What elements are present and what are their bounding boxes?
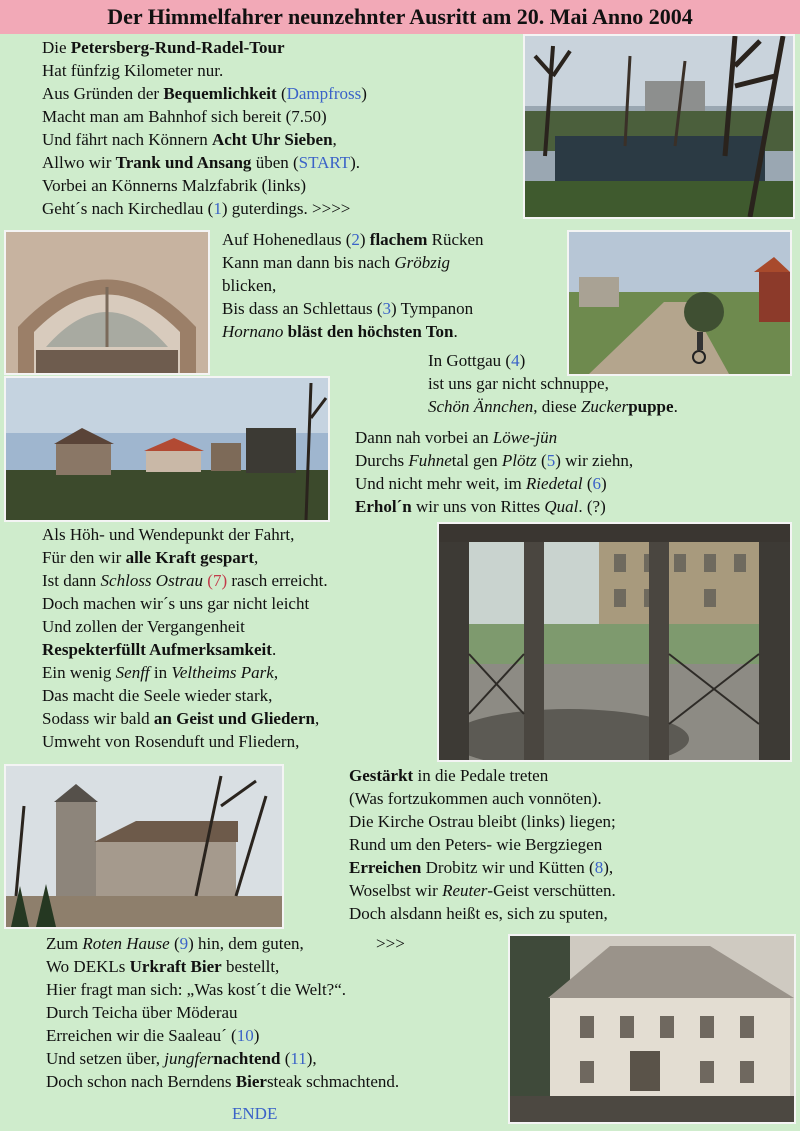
verse-text: Schloss Ostrau [100, 571, 204, 590]
verse-text: Gestärkt [349, 766, 414, 785]
verse-text: flachem [369, 230, 428, 249]
verse-text: Bier [235, 1072, 267, 1091]
end-link[interactable]: ENDE [232, 1104, 278, 1123]
verse-text: . (?) [578, 497, 606, 516]
verse-line [42, 569, 328, 592]
photo-farm-image [6, 378, 328, 520]
stage-link[interactable]: 2 [351, 230, 360, 249]
verse-text: , [253, 548, 259, 567]
verse-text: ) [359, 230, 370, 249]
verse-text: Zucker [580, 397, 629, 416]
verse-line [42, 592, 328, 615]
verse-line [46, 1024, 405, 1047]
verse-text: Urkraft Bier [129, 957, 222, 976]
photo-tympanon [4, 230, 210, 375]
verse-text: Hier fragt man sich: „Was kost´t die Welt?“. [46, 980, 347, 999]
stage-link[interactable]: (7) [207, 571, 228, 590]
verse-text: Doch schon nach Berndens [46, 1072, 236, 1091]
verse-text: steak schmachtend. [266, 1072, 400, 1091]
verse-text: ( [582, 474, 593, 493]
verse-text: ) [601, 474, 607, 493]
verse-line [42, 684, 328, 707]
verse-line [349, 902, 616, 925]
verse-text: Reuter [442, 881, 488, 900]
verse-text: üben ( [251, 153, 299, 172]
verse-text: ( [276, 84, 287, 103]
verse-text: ) [253, 1026, 260, 1045]
verse-line [42, 59, 367, 82]
verse-text: Dann nah vorbei an [355, 428, 493, 447]
verse-block [42, 523, 328, 753]
verse-text: Löwe-jün [492, 428, 558, 447]
stage-link[interactable]: 5 [546, 451, 556, 470]
verse-text: ) [361, 84, 367, 103]
verse-text: ( [169, 934, 180, 953]
verse-line [42, 174, 367, 197]
verse-text: Wo DEKLs [46, 957, 130, 976]
verse-text: Macht man am Bahnhof sich bereit (7.50) [42, 107, 327, 126]
verse-line [42, 105, 367, 128]
verse-line [42, 615, 328, 638]
verse-text: Erreichen wir die Saaleau´ ( [46, 1026, 237, 1045]
verse-text: , [273, 663, 279, 682]
verse-line [42, 546, 328, 569]
verse-line [355, 495, 633, 518]
verse-text: Das macht die Seele wieder stark, [42, 686, 273, 705]
page-title: Der Himmelfahrer neunzehnter Ausritt am 20. Mai Anno 2004 [0, 0, 800, 34]
verse-text: In Gottgau ( [428, 351, 512, 370]
verse-text: tal gen [451, 451, 502, 470]
verse-text: -Geist verschütten. [487, 881, 616, 900]
verse-text: ( [280, 1049, 291, 1068]
verse-line [46, 932, 405, 955]
verse-line [46, 1047, 405, 1070]
stage-link[interactable]: 10 [236, 1026, 254, 1045]
verse-text: ) Tympanon [391, 299, 474, 318]
verse-line [46, 1070, 405, 1093]
verse-text: in [149, 663, 172, 682]
verse-text: Riedetal [525, 474, 583, 493]
verse-text: jungfer [164, 1049, 214, 1068]
verse-line [42, 707, 328, 730]
verse-text: nachtend [213, 1049, 281, 1068]
verse-text: Die Kirche Ostrau bleibt (links) liegen; [349, 812, 616, 831]
verse-line [42, 638, 328, 661]
verse-text: puppe [628, 397, 674, 416]
verse-line [42, 128, 367, 151]
verse-text: ), [306, 1049, 317, 1068]
verse-text: , [332, 130, 337, 149]
verse-text: Trank und Ansang [115, 153, 252, 172]
verse-text: bläst den höchsten Ton [287, 322, 454, 341]
verse-line [349, 856, 616, 879]
verse-text: Veltheims Park [171, 663, 274, 682]
stage-link[interactable]: 1 [213, 199, 222, 218]
verse-text: Roten Hause [82, 934, 170, 953]
verse-text: Sodass wir bald [42, 709, 154, 728]
photo-pond-image [525, 36, 793, 217]
photo-village-road [567, 230, 792, 376]
verse-line [349, 764, 616, 787]
verse-text: Als Höh- und Wendepunkt der Fahrt, [42, 525, 295, 544]
verse-block [222, 228, 484, 343]
verse-text: Und zollen der Vergangenheit [42, 617, 245, 636]
verse-text: alle Kraft gespart [125, 548, 254, 567]
stage-link[interactable]: 8 [594, 858, 604, 877]
verse-line [46, 978, 405, 1001]
verse-line [46, 1001, 405, 1024]
verse-text: Die [42, 38, 71, 57]
verse-text: bestellt, [221, 957, 280, 976]
verse-text: . [271, 640, 277, 659]
verse-text: ) guterdings. >>>> [221, 199, 351, 218]
verse-text: Doch alsdann heißt es, sich zu sputen, [349, 904, 608, 923]
verse-text: Hat fünfzig Kilometer nur. [42, 61, 224, 80]
verse-line [349, 810, 616, 833]
stage-link[interactable]: Dampfross [286, 84, 362, 103]
verse-text: Rücken [427, 230, 484, 249]
verse-text: Schön Ännchen [428, 397, 534, 416]
verse-text: Fuhne [408, 451, 452, 470]
verse-line [42, 82, 367, 105]
verse-text: Geht´s nach Kirchedlau ( [42, 199, 214, 218]
verse-line [42, 661, 328, 684]
verse-text: Und setzen über, [46, 1049, 165, 1068]
verse-line [42, 523, 328, 546]
verse-text: in die Pedale treten [413, 766, 549, 785]
verse-line [355, 472, 633, 495]
verse-text: an Geist und Gliedern [153, 709, 315, 728]
photo-church-image [6, 766, 282, 927]
verse-text: Ist dann [42, 571, 101, 590]
photo-pavilion-castle-image [439, 524, 790, 760]
verse-block [42, 36, 367, 220]
verse-block [46, 932, 405, 1093]
verse-text: Respekterfüllt Aufmerksamkeit [42, 640, 272, 659]
stage-link[interactable]: 4 [511, 351, 520, 370]
verse-line [355, 449, 633, 472]
verse-line [349, 833, 616, 856]
verse-text: Umweht von Rosenduft und Fliedern, [42, 732, 300, 751]
verse-text: ). [350, 153, 361, 172]
verse-line [222, 320, 484, 343]
photo-village-road-image [569, 232, 790, 374]
verse-block [349, 764, 616, 925]
verse-line [222, 297, 484, 320]
verse-text: Doch machen wir´s uns gar nicht leicht [42, 594, 310, 613]
verse-line [428, 395, 678, 418]
verse-text: Drobitz wir und Kütten ( [421, 858, 595, 877]
verse-text: Acht Uhr Sieben [211, 130, 333, 149]
verse-text: , [314, 709, 320, 728]
verse-text: Erhol´n [355, 497, 412, 516]
verse-line [355, 426, 633, 449]
verse-text: Zum [46, 934, 83, 953]
verse-text: ) wir ziehn, [555, 451, 634, 470]
verse-text: wir uns von Rittes [411, 497, 545, 516]
photo-tympanon-image [6, 232, 208, 373]
verse-text: Bequemlichkeit [163, 84, 277, 103]
verse-line [42, 36, 367, 59]
stage-link[interactable]: 9 [179, 934, 189, 953]
verse-text: Erreichen [349, 858, 422, 877]
verse-text: ) [519, 351, 526, 370]
photo-guesthouse-postcard-image [510, 936, 794, 1122]
stage-link[interactable]: 11 [290, 1049, 307, 1068]
stage-link[interactable]: START [298, 153, 351, 172]
verse-text: Petersberg-Rund-Radel-Tour [70, 38, 285, 57]
verse-text: Plötz [501, 451, 537, 470]
verse-text: Ein wenig [42, 663, 116, 682]
verse-text: Kann man dann bis nach [222, 253, 395, 272]
verse-line [42, 151, 367, 174]
photo-pavilion-castle [437, 522, 792, 762]
verse-text: rasch erreicht. [227, 571, 328, 590]
verse-text: Bis dass an Schlettaus ( [222, 299, 383, 318]
verse-text: Durchs [355, 451, 409, 470]
verse-text: Und fährt nach Könnern [42, 130, 212, 149]
verse-text: Allwo wir [42, 153, 116, 172]
photo-church [4, 764, 284, 929]
verse-text: ist uns gar nicht schnuppe, [428, 374, 609, 393]
verse-text: blicken, [222, 276, 277, 295]
verse-text: ) hin, dem guten, >>> [188, 934, 405, 953]
verse-text: Durch Teicha über Möderau [46, 1003, 238, 1022]
verse-text: Und nicht mehr weit, im [355, 474, 526, 493]
verse-text: Rund um den Peters- wie Bergziegen [349, 835, 603, 854]
verse-text: ( [536, 451, 547, 470]
verse-text: , diese [533, 397, 581, 416]
photo-farm [4, 376, 330, 522]
verse-text: . [453, 322, 458, 341]
stage-link[interactable]: 6 [592, 474, 601, 493]
photo-pond [523, 34, 795, 219]
photo-guesthouse-postcard [508, 934, 796, 1124]
verse-text: Qual [544, 497, 579, 516]
verse-text: (Was fortzukommen auch vonnöten). [349, 789, 602, 808]
verse-block [355, 426, 633, 518]
verse-line [42, 197, 367, 220]
verse-text: Woselbst wir [349, 881, 443, 900]
verse-text: Für den wir [42, 548, 126, 567]
verse-text: Aus Gründen der [42, 84, 164, 103]
verse-line [349, 787, 616, 810]
verse-line [42, 730, 328, 753]
verse-text: . [673, 397, 678, 416]
verse-line [46, 955, 405, 978]
verse-text: Senff [115, 663, 150, 682]
stage-link[interactable]: 3 [382, 299, 392, 318]
verse-line [222, 228, 484, 251]
verse-text: Vorbei an Könnerns Malzfabrik (links) [42, 176, 307, 195]
verse-text: Gröbzig [394, 253, 451, 272]
verse-line [222, 251, 484, 274]
verse-text: Hornano [222, 322, 284, 341]
verse-line [222, 274, 484, 297]
verse-text: Auf Hohenedlaus ( [222, 230, 352, 249]
verse-text: ), [603, 858, 614, 877]
verse-line [349, 879, 616, 902]
